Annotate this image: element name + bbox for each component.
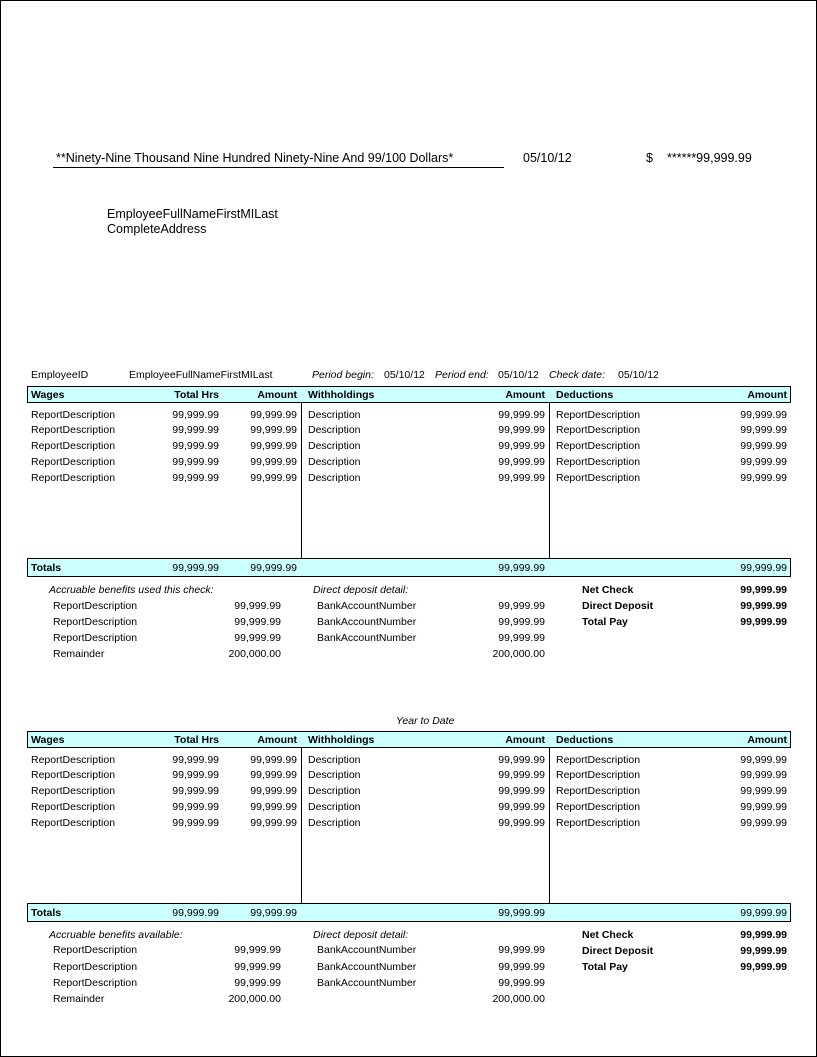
column-divider <box>301 748 302 903</box>
deposit-value: 200,000.00 <box>492 993 545 1005</box>
summary-value: 99,999.99 <box>740 929 787 941</box>
wage-hours: 99,999.99 <box>172 769 219 781</box>
summary-value: 99,999.99 <box>740 584 787 596</box>
period-begin: 05/10/12 <box>384 369 425 381</box>
withholding-amount: 99,999.99 <box>498 785 545 797</box>
benefit-value: 99,999.99 <box>234 977 281 989</box>
wage-amount: 99,999.99 <box>250 754 297 766</box>
wage-description: ReportDescription <box>31 754 116 766</box>
deduction-amount: 99,999.99 <box>740 409 787 421</box>
amount-words-underline <box>53 167 504 168</box>
totals-withholding-amount: 99,999.99 <box>498 907 545 919</box>
deduction-description: ReportDescription <box>556 754 641 766</box>
deduction-description: ReportDescription <box>556 424 641 436</box>
deduction-amount: 99,999.99 <box>740 769 787 781</box>
wage-amount: 99,999.99 <box>250 769 297 781</box>
wage-amount: 99,999.99 <box>250 801 297 813</box>
benefits-title: Accruable benefits used this check: <box>49 584 214 596</box>
wage-hours: 99,999.99 <box>172 409 219 421</box>
wage-hours: 99,999.99 <box>172 817 219 829</box>
summary-label: Net Check <box>582 929 634 941</box>
withholding-description: Description <box>308 424 361 436</box>
deposit-value: 99,999.99 <box>498 600 545 612</box>
wage-description: ReportDescription <box>31 785 116 797</box>
wage-hours: 99,999.99 <box>172 456 219 468</box>
deposit-account: BankAccountNumber <box>317 616 417 628</box>
benefit-description: ReportDescription <box>53 944 138 956</box>
deduction-amount: 99,999.99 <box>740 424 787 436</box>
wage-amount: 99,999.99 <box>250 472 297 484</box>
withholdings-header: Withholdings <box>308 734 375 746</box>
withholding-description: Description <box>308 801 361 813</box>
totals-label: Totals <box>31 562 62 574</box>
withholding-description: Description <box>308 769 361 781</box>
deposit-account: BankAccountNumber <box>317 632 417 644</box>
benefits-title: Accruable benefits available: <box>49 929 183 941</box>
deposit-value: 99,999.99 <box>498 944 545 956</box>
payee-name: EmployeeFullNameFirstMILast <box>107 207 278 221</box>
withholding-amount: 99,999.99 <box>498 456 545 468</box>
check-date-label: Check date: <box>549 369 606 381</box>
benefit-value: 99,999.99 <box>234 961 281 973</box>
deposit-value: 99,999.99 <box>498 977 545 989</box>
benefit-value: 99,999.99 <box>234 600 281 612</box>
summary-label: Total Pay <box>582 961 628 973</box>
withholding-amount-header: Amount <box>505 734 545 746</box>
benefit-description: ReportDescription <box>53 961 138 973</box>
benefit-description: ReportDescription <box>53 616 138 628</box>
summary-label: Direct Deposit <box>582 600 654 612</box>
deduction-amount: 99,999.99 <box>740 456 787 468</box>
deposit-value: 99,999.99 <box>498 616 545 628</box>
stub-check-date: 05/10/12 <box>618 369 659 381</box>
totals-deduction-amount: 99,999.99 <box>740 562 787 574</box>
deposit-account: BankAccountNumber <box>317 600 417 612</box>
withholding-amount: 99,999.99 <box>498 801 545 813</box>
amount-header: Amount <box>257 389 297 401</box>
deduction-amount-header: Amount <box>747 389 787 401</box>
withholding-amount: 99,999.99 <box>498 424 545 436</box>
deduction-description: ReportDescription <box>556 785 641 797</box>
total-hrs-header: Total Hrs <box>174 734 219 746</box>
wage-hours: 99,999.99 <box>172 785 219 797</box>
wage-description: ReportDescription <box>31 424 116 436</box>
deduction-amount: 99,999.99 <box>740 472 787 484</box>
deduction-amount: 99,999.99 <box>740 801 787 813</box>
wage-description: ReportDescription <box>31 817 116 829</box>
deduction-description: ReportDescription <box>556 817 641 829</box>
withholding-description: Description <box>308 754 361 766</box>
withholding-amount-header: Amount <box>505 389 545 401</box>
column-divider <box>549 403 550 558</box>
total-hrs-header: Total Hrs <box>174 389 219 401</box>
deduction-amount: 99,999.99 <box>740 440 787 452</box>
deduction-description: ReportDescription <box>556 456 641 468</box>
wage-amount: 99,999.99 <box>250 456 297 468</box>
summary-label: Total Pay <box>582 616 628 628</box>
benefit-description: ReportDescription <box>53 600 138 612</box>
summary-value: 99,999.99 <box>740 945 787 957</box>
deposit-account: BankAccountNumber <box>317 961 417 973</box>
deduction-description: ReportDescription <box>556 801 641 813</box>
withholding-amount: 99,999.99 <box>498 409 545 421</box>
wage-amount: 99,999.99 <box>250 817 297 829</box>
benefit-description: Remainder <box>53 993 105 1005</box>
totals-deduction-amount: 99,999.99 <box>740 907 787 919</box>
totals-amount: 99,999.99 <box>250 907 297 919</box>
benefit-value: 200,000.00 <box>228 648 281 660</box>
wages-header: Wages <box>31 389 65 401</box>
column-divider <box>549 748 550 903</box>
withholding-description: Description <box>308 456 361 468</box>
withholding-description: Description <box>308 440 361 452</box>
wage-description: ReportDescription <box>31 440 116 452</box>
deduction-description: ReportDescription <box>556 440 641 452</box>
summary-label: Direct Deposit <box>582 945 654 957</box>
benefit-description: Remainder <box>53 648 105 660</box>
deposit-value: 200,000.00 <box>492 648 545 660</box>
wage-amount: 99,999.99 <box>250 785 297 797</box>
deductions-header: Deductions <box>556 389 614 401</box>
deduction-description: ReportDescription <box>556 472 641 484</box>
wage-description: ReportDescription <box>31 409 116 421</box>
deduction-amount: 99,999.99 <box>740 754 787 766</box>
summary-value: 99,999.99 <box>740 600 787 612</box>
period-begin-label: Period begin: <box>312 369 374 381</box>
payee-address: CompleteAddress <box>107 222 207 236</box>
wage-description: ReportDescription <box>31 456 116 468</box>
withholding-amount: 99,999.99 <box>498 440 545 452</box>
wage-description: ReportDescription <box>31 769 116 781</box>
wage-hours: 99,999.99 <box>172 472 219 484</box>
amount-header: Amount <box>257 734 297 746</box>
table-header <box>27 386 791 403</box>
totals-withholding-amount: 99,999.99 <box>498 562 545 574</box>
withholding-description: Description <box>308 409 361 421</box>
wage-hours: 99,999.99 <box>172 754 219 766</box>
deductions-header: Deductions <box>556 734 614 746</box>
summary-label: Net Check <box>582 584 634 596</box>
wage-amount: 99,999.99 <box>250 440 297 452</box>
withholding-description: Description <box>308 472 361 484</box>
benefit-value: 99,999.99 <box>234 616 281 628</box>
deduction-amount: 99,999.99 <box>740 817 787 829</box>
totals-label: Totals <box>31 907 62 919</box>
withholding-description: Description <box>308 785 361 797</box>
benefit-value: 200,000.00 <box>228 993 281 1005</box>
deposit-account: BankAccountNumber <box>317 977 417 989</box>
deduction-description: ReportDescription <box>556 409 641 421</box>
dollar-sign: $ <box>646 151 653 165</box>
benefit-description: ReportDescription <box>53 977 138 989</box>
deposit-value: 99,999.99 <box>498 961 545 973</box>
wage-amount: 99,999.99 <box>250 409 297 421</box>
period-end-label: Period end: <box>435 369 489 381</box>
withholding-amount: 99,999.99 <box>498 472 545 484</box>
period-end: 05/10/12 <box>498 369 539 381</box>
wage-hours: 99,999.99 <box>172 424 219 436</box>
deposit-title: Direct deposit detail: <box>313 584 409 596</box>
wages-header: Wages <box>31 734 65 746</box>
summary-value: 99,999.99 <box>740 616 787 628</box>
wage-hours: 99,999.99 <box>172 440 219 452</box>
deduction-description: ReportDescription <box>556 769 641 781</box>
check-amount-words: **Ninety-Nine Thousand Nine Hundred Ninety-Nine And 99/100 Dollars* <box>56 151 454 165</box>
withholdings-header: Withholdings <box>308 389 375 401</box>
summary-value: 99,999.99 <box>740 961 787 973</box>
withholding-description: Description <box>308 817 361 829</box>
totals-row <box>27 903 791 922</box>
deposit-value: 99,999.99 <box>498 632 545 644</box>
wage-hours: 99,999.99 <box>172 801 219 813</box>
table-header <box>27 731 791 748</box>
deduction-amount-header: Amount <box>747 734 787 746</box>
deposit-account: BankAccountNumber <box>317 944 417 956</box>
benefit-description: ReportDescription <box>53 632 138 644</box>
totals-hours: 99,999.99 <box>172 562 219 574</box>
totals-row <box>27 558 791 577</box>
employee-id: EmployeeID <box>31 369 89 381</box>
totals-amount: 99,999.99 <box>250 562 297 574</box>
column-divider <box>301 403 302 558</box>
deposit-title: Direct deposit detail: <box>313 929 409 941</box>
deduction-amount: 99,999.99 <box>740 785 787 797</box>
wage-amount: 99,999.99 <box>250 424 297 436</box>
totals-hours: 99,999.99 <box>172 907 219 919</box>
ytd-title: Year to Date <box>396 715 455 727</box>
check-date: 05/10/12 <box>523 151 572 165</box>
withholding-amount: 99,999.99 <box>498 817 545 829</box>
wage-description: ReportDescription <box>31 472 116 484</box>
stub-employee-name: EmployeeFullNameFirstMILast <box>129 369 273 381</box>
check-amount: ******99,999.99 <box>667 151 752 165</box>
wage-description: ReportDescription <box>31 801 116 813</box>
withholding-amount: 99,999.99 <box>498 754 545 766</box>
withholding-amount: 99,999.99 <box>498 769 545 781</box>
benefit-value: 99,999.99 <box>234 632 281 644</box>
benefit-value: 99,999.99 <box>234 944 281 956</box>
